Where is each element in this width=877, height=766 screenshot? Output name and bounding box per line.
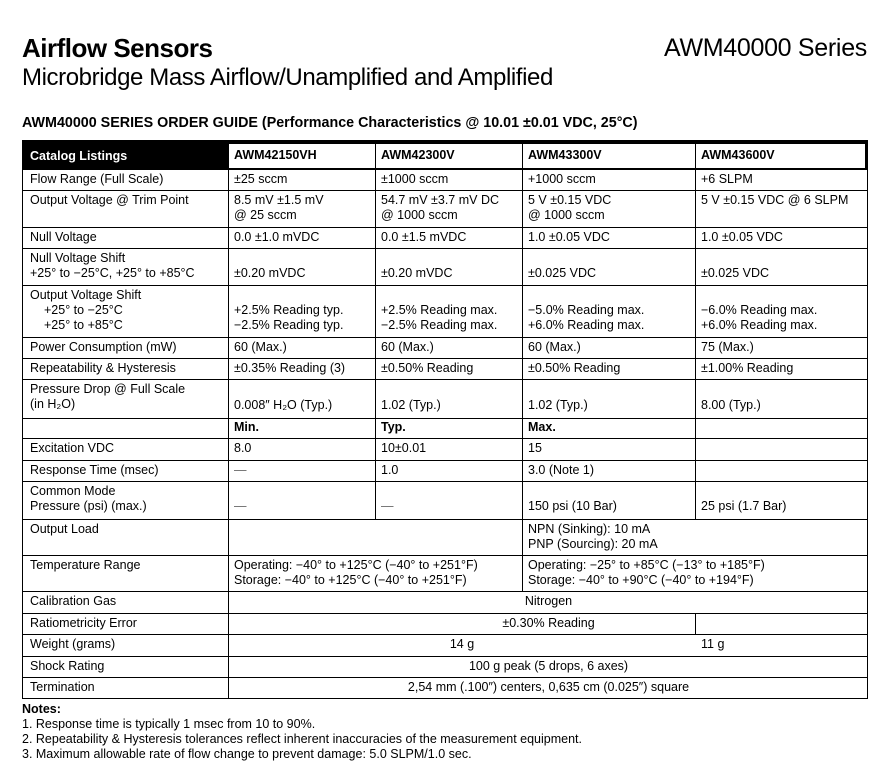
table-cell: ±0.025 VDC — [701, 266, 770, 280]
row-label-null-shift: Null Voltage Shift +25° to −25°C, +25° to +85°C — [30, 251, 195, 280]
table-cell: 8.5 mV ±1.5 mV @ 25 sccm — [234, 193, 324, 222]
page-subtitle: Microbridge Mass Airflow/Unamplified and Amplified — [22, 64, 553, 91]
row-label-null-voltage: Null Voltage — [30, 230, 97, 244]
row-label-termination: Termination — [30, 680, 95, 694]
row-label-response-time: Response Time (msec) — [30, 463, 159, 477]
table-cell: 11 g — [701, 637, 725, 651]
note-item: 1. Response time is typically 1 msec from 10 to 90%. — [22, 717, 316, 731]
table-cell: ±1.00% Reading — [701, 361, 794, 375]
row-label-shock: Shock Rating — [30, 659, 105, 673]
page-title: Airflow Sensors — [22, 33, 213, 63]
table-cell: ±0.30% Reading — [502, 616, 595, 630]
notes-section — [22, 702, 582, 762]
table-cell: 1.0 ±0.05 VDC — [528, 230, 610, 244]
model-1: AWM42150VH — [229, 144, 375, 168]
note-item: 3. Maximum allowable rate of flow change to prevent damage: 5.0 SLPM/1.0 sec. — [22, 747, 472, 761]
row-label-output-voltage: Output Voltage @ Trim Point — [30, 193, 189, 207]
row-label-flow-range: Flow Range (Full Scale) — [30, 172, 164, 186]
table-cell: 8.00 (Typ.) — [701, 398, 761, 412]
table-cell: 25 psi (1.7 Bar) — [701, 499, 787, 513]
table-cell: — — [234, 463, 247, 477]
table-cell: +2.5% Reading typ. −2.5% Reading typ. — [234, 303, 344, 332]
table-cell: ±0.20 mVDC — [381, 266, 453, 280]
table-cell: 2,54 mm (.100″) centers, 0,635 cm (0.025″) square — [407, 680, 690, 694]
table-cell: 14 g — [449, 637, 475, 651]
table-cell: 15 — [528, 441, 542, 455]
table-cell: 60 (Max.) — [528, 340, 581, 354]
table-cell: −5.0% Reading max. +6.0% Reading max. — [528, 303, 645, 332]
table-cell: 8.0 — [234, 441, 252, 455]
table-cell: ±0.50% Reading — [528, 361, 621, 375]
table-cell: −6.0% Reading max. +6.0% Reading max. — [701, 303, 818, 332]
table-cell: 1.02 (Typ.) — [381, 398, 441, 412]
row-label-output-shift: Output Voltage Shift +25° to −25°C +25° to +85°C — [30, 288, 142, 332]
table-cell: Nitrogen — [524, 594, 573, 608]
table-cell: 0.008″ H₂O (Typ.) — [234, 398, 333, 412]
table-cell: NPN (Sinking): 10 mA PNP (Sourcing): 20 mA — [528, 522, 658, 551]
order-guide-title: AWM40000 SERIES ORDER GUIDE (Performance Characteristics @ 10.01 ±0.01 VDC, 25°C) — [22, 115, 638, 131]
table-cell: 3.0 (Note 1) — [528, 463, 595, 477]
table-cell: 1.02 (Typ.) — [528, 398, 588, 412]
row-label-calibration: Calibration Gas — [30, 594, 117, 608]
table-cell: ±0.50% Reading — [381, 361, 474, 375]
table-cell: 60 (Max.) — [381, 340, 434, 354]
notes-heading: Notes: — [22, 702, 61, 716]
table-cell: 0.0 ±1.5 mVDC — [381, 230, 467, 244]
model-3: AWM43300V — [523, 144, 695, 168]
min-header: Min. — [234, 420, 259, 434]
table-cell: ±0.025 VDC — [528, 266, 597, 280]
table-cell: Operating: −40° to +125°C (−40° to +251°F) Storage: −40° to +125°C (−40° to +251°F) — [234, 558, 478, 587]
table-cell: 1.0 — [381, 463, 399, 477]
table-cell: 10±0.01 — [381, 441, 427, 455]
table-cell: ±0.20 mVDC — [234, 266, 306, 280]
table-cell: ±1000 sccm — [381, 172, 449, 186]
table-cell: 5 V ±0.15 VDC @ 1000 sccm — [528, 193, 612, 222]
table-cell: +1000 sccm — [528, 172, 596, 186]
note-item: 2. Repeatability & Hysteresis tolerances reflect inherent inaccuracies of the measurement equipment. — [22, 732, 583, 746]
table-cell: 1.0 ±0.05 VDC — [701, 230, 783, 244]
model-4: AWM43600V — [696, 144, 865, 168]
order-guide-table — [22, 140, 868, 699]
table-cell: 0.0 ±1.0 mVDC — [234, 230, 320, 244]
table-cell: 5 V ±0.15 VDC @ 6 SLPM — [701, 193, 849, 207]
table-cell: — — [234, 499, 247, 513]
table-cell: ±25 sccm — [234, 172, 288, 186]
max-header: Max. — [528, 420, 556, 434]
table-cell: 54.7 mV ±3.7 mV DC @ 1000 sccm — [381, 193, 500, 222]
table-cell: — — [381, 499, 394, 513]
row-label-common-mode: Common Mode Pressure (psi) (max.) — [30, 484, 147, 513]
row-label-temperature: Temperature Range — [30, 558, 141, 572]
row-label-ratiometricity: Ratiometricity Error — [30, 616, 137, 630]
table-cell: +2.5% Reading max. −2.5% Reading max. — [381, 303, 498, 332]
table-cell: 75 (Max.) — [701, 340, 754, 354]
series-name: AWM40000 Series — [664, 34, 867, 62]
catalog-listings-label: Catalog Listings — [30, 149, 128, 163]
model-2: AWM42300V — [376, 144, 522, 168]
table-cell: 100 g peak (5 drops, 6 axes) — [468, 659, 629, 673]
typ-header: Typ. — [381, 420, 406, 434]
table-cell: 60 (Max.) — [234, 340, 287, 354]
row-label-weight: Weight (grams) — [30, 637, 116, 651]
table-cell: +6 SLPM — [701, 172, 753, 186]
row-label-repeatability: Repeatability & Hysteresis — [30, 361, 176, 375]
table-cell: Operating: −25° to +85°C (−13° to +185°F) Storage: −40° to +90°C (−40° to +194°F) — [528, 558, 765, 587]
row-label-pressure-drop: Pressure Drop @ Full Scale (in H₂O) — [30, 382, 186, 411]
row-label-power: Power Consumption (mW) — [30, 340, 177, 354]
row-label-excitation: Excitation VDC — [30, 441, 115, 455]
table-cell: 150 psi (10 Bar) — [528, 499, 617, 513]
row-label-output-load: Output Load — [30, 522, 99, 536]
table-cell: ±0.35% Reading (3) — [234, 361, 346, 375]
